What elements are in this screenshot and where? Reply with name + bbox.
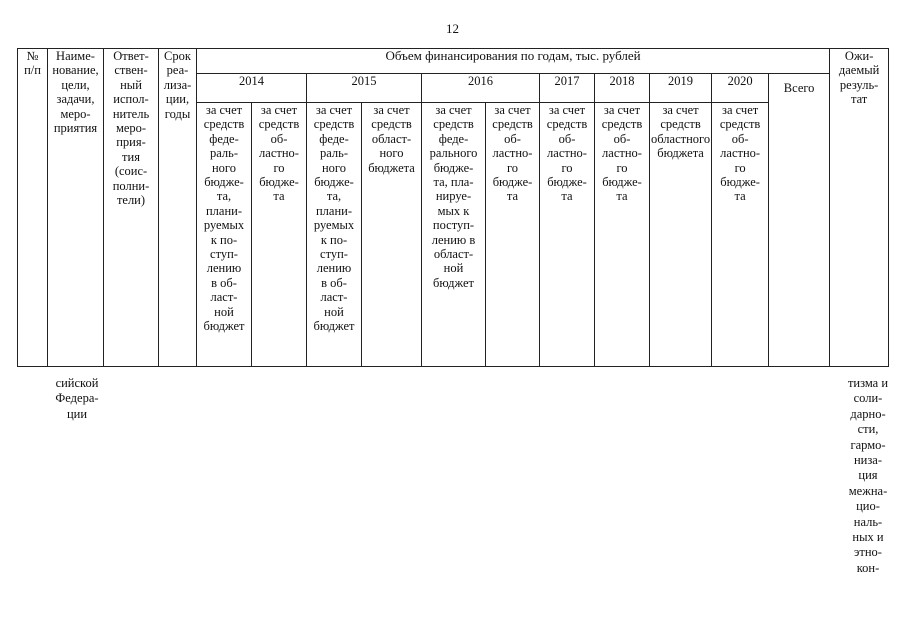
continuation-result-text: тизма и соли- дарно- сти, гармо- низа- ция межна- цио- наль- ных и этно- кон- (847, 376, 889, 575)
header-name: Наиме- нование, цели, задачи, меро- приятия (48, 49, 104, 367)
financing-table (17, 48, 889, 367)
continuation-name-text: сийской Федера- ции (55, 376, 99, 421)
source-2020-regional: за счет средств об- ластно- го бюдже- та (712, 103, 769, 367)
source-2015-regional: за счет средств област- ного бюджета (362, 103, 422, 367)
header-total: Всего (769, 74, 830, 367)
source-2014-federal: за счет средств феде- раль- ного бюдже- та, плани- руемых к по- ступ- лению в об- ласт- ной бюджет (197, 103, 252, 367)
header-responsible: Ответ- ствен- ный испол- нитель меро- прия- тия (соис- полни- тели) (104, 49, 159, 367)
source-2018-regional: за счет средств об- ластно- го бюдже- та (595, 103, 650, 367)
source-2019-regional: за счет средств областного бюджета (650, 103, 712, 367)
source-2017-regional: за счет средств об- ластно- го бюдже- та (540, 103, 595, 367)
source-2016-regional: за счет средств об- ластно- го бюдже- та (486, 103, 540, 367)
source-2015-federal: за счет средств феде- раль- ного бюдже- та, плани- руемых к по- ступ- лению в об- ласт- ной бюджет (307, 103, 362, 367)
year-2014: 2014 (197, 74, 307, 103)
header-number: № п/п (18, 49, 48, 367)
page-number: 12 (446, 21, 459, 36)
source-2014-regional: за счет средств об- ластно- го бюдже- та (252, 103, 307, 367)
year-2016: 2016 (422, 74, 540, 103)
header-result: Ожи- даемый резуль- тат (830, 49, 889, 367)
year-2015: 2015 (307, 74, 422, 103)
year-2018: 2018 (595, 74, 650, 103)
source-2016-federal: за счет средств феде- рального бюдже- та, пла- нируе- мых к поступ- лению в област- ной бюджет (422, 103, 486, 367)
year-2020: 2020 (712, 74, 769, 103)
header-financing: Объем финансирования по годам, тыс. рублей (197, 49, 830, 74)
header-period: Срок реа- лиза- ции, годы (159, 49, 197, 367)
year-2019: 2019 (650, 74, 712, 103)
year-2017: 2017 (540, 74, 595, 103)
